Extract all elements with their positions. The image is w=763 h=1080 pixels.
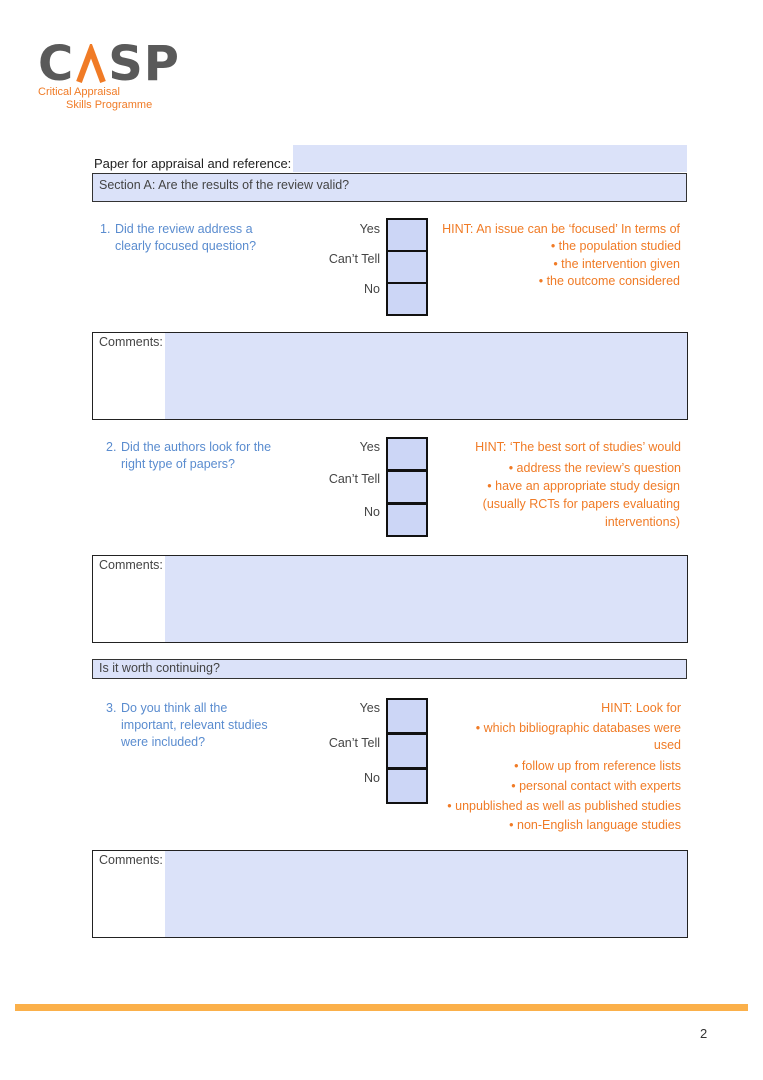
q2-hint-2: • address the review’s question (508, 461, 681, 475)
q3-canttell-checkbox[interactable] (386, 733, 428, 769)
q1-comments-field[interactable] (165, 333, 687, 419)
q3-comments-label: Comments: (99, 853, 163, 867)
q1-canttell-label: Can’t Tell (328, 252, 380, 266)
q2-yes-label: Yes (359, 440, 380, 454)
question-2-line-1: Did the authors look for the (121, 440, 272, 454)
q3-hint-7: • non-English language studies (509, 818, 681, 832)
q2-comments-field[interactable] (165, 556, 687, 642)
q3-hint-6: • unpublished as well as published studies (447, 799, 681, 813)
question-2-line-2: right type of papers? (121, 457, 235, 471)
q1-hint-2: • the population studied (550, 239, 681, 253)
q3-yes-checkbox[interactable] (386, 698, 428, 734)
q3-yes-label: Yes (359, 701, 380, 715)
q2-no-label: No (364, 505, 380, 519)
q2-hint-1: HINT: ‘The best sort of studies’ would (475, 440, 681, 454)
paper-label: Paper for appraisal and reference: (94, 156, 292, 171)
q3-comments-field[interactable] (165, 851, 687, 937)
worth-continuing-title: Is it worth continuing? (99, 661, 220, 675)
q3-canttell-label: Can’t Tell (328, 736, 380, 750)
q2-comments-box (92, 555, 688, 643)
q2-comments-label: Comments: (99, 558, 163, 572)
q1-yes-label: Yes (359, 222, 380, 236)
q2-no-checkbox[interactable] (386, 503, 428, 537)
logo-tagline-1: Critical Appraisal (38, 86, 120, 98)
footer-bar (15, 1004, 748, 1011)
q1-no-label: No (364, 282, 380, 296)
q3-no-label: No (364, 771, 380, 785)
q2-canttell-label: Can’t Tell (328, 472, 380, 486)
q1-comments-label: Comments: (99, 335, 163, 349)
q1-hint-3: • the intervention given (553, 257, 680, 271)
q3-hint-5: • personal contact with experts (511, 779, 681, 793)
casp-logo (38, 38, 180, 90)
question-3-number: 3. (106, 701, 117, 715)
q1-canttell-checkbox[interactable] (386, 250, 428, 284)
section-a-title: Section A: Are the results of the review valid? (99, 178, 350, 192)
question-1-line-2: clearly focused question? (115, 239, 257, 253)
paper-reference-field[interactable] (293, 145, 687, 172)
q2-hint-4: (usually RCTs for papers evaluating (482, 497, 680, 511)
page-number: 2 (700, 1026, 708, 1041)
question-2-number: 2. (106, 440, 117, 454)
question-1-number: 1. (100, 222, 111, 236)
worth-continuing-header (92, 659, 687, 679)
q3-hint-4: • follow up from reference lists (514, 759, 681, 773)
question-1-line-1: Did the review address a (115, 222, 253, 236)
question-3-line-1: Do you think all the (121, 701, 228, 715)
logo-letters-sp: SP (108, 36, 180, 92)
q2-yes-checkbox[interactable] (386, 437, 428, 471)
q1-no-checkbox[interactable] (386, 282, 428, 316)
q3-hint-3: used (653, 738, 681, 752)
q3-hint-1: HINT: Look for (601, 701, 681, 715)
q1-hint-1: HINT: An issue can be ‘focused’ In terms of (442, 222, 680, 236)
question-3-line-3: were included? (121, 735, 206, 749)
q1-hint-4: • the outcome considered (538, 274, 680, 288)
q1-yes-checkbox[interactable] (386, 218, 428, 252)
q3-hint-2: • which bibliographic databases were (475, 721, 681, 735)
logo-chevron-icon (76, 42, 106, 82)
q2-hint-3: • have an appropriate study design (487, 479, 680, 493)
logo-tagline-2: Skills Programme (66, 99, 153, 111)
logo-letter-c: C (38, 36, 75, 92)
q2-hint-5: interventions) (604, 515, 680, 529)
q1-comments-box (92, 332, 688, 420)
q3-comments-box (92, 850, 688, 938)
question-3-line-2: important, relevant studies (121, 718, 268, 732)
q2-canttell-checkbox[interactable] (386, 470, 428, 504)
section-a-header (92, 173, 687, 202)
q3-no-checkbox[interactable] (386, 768, 428, 804)
